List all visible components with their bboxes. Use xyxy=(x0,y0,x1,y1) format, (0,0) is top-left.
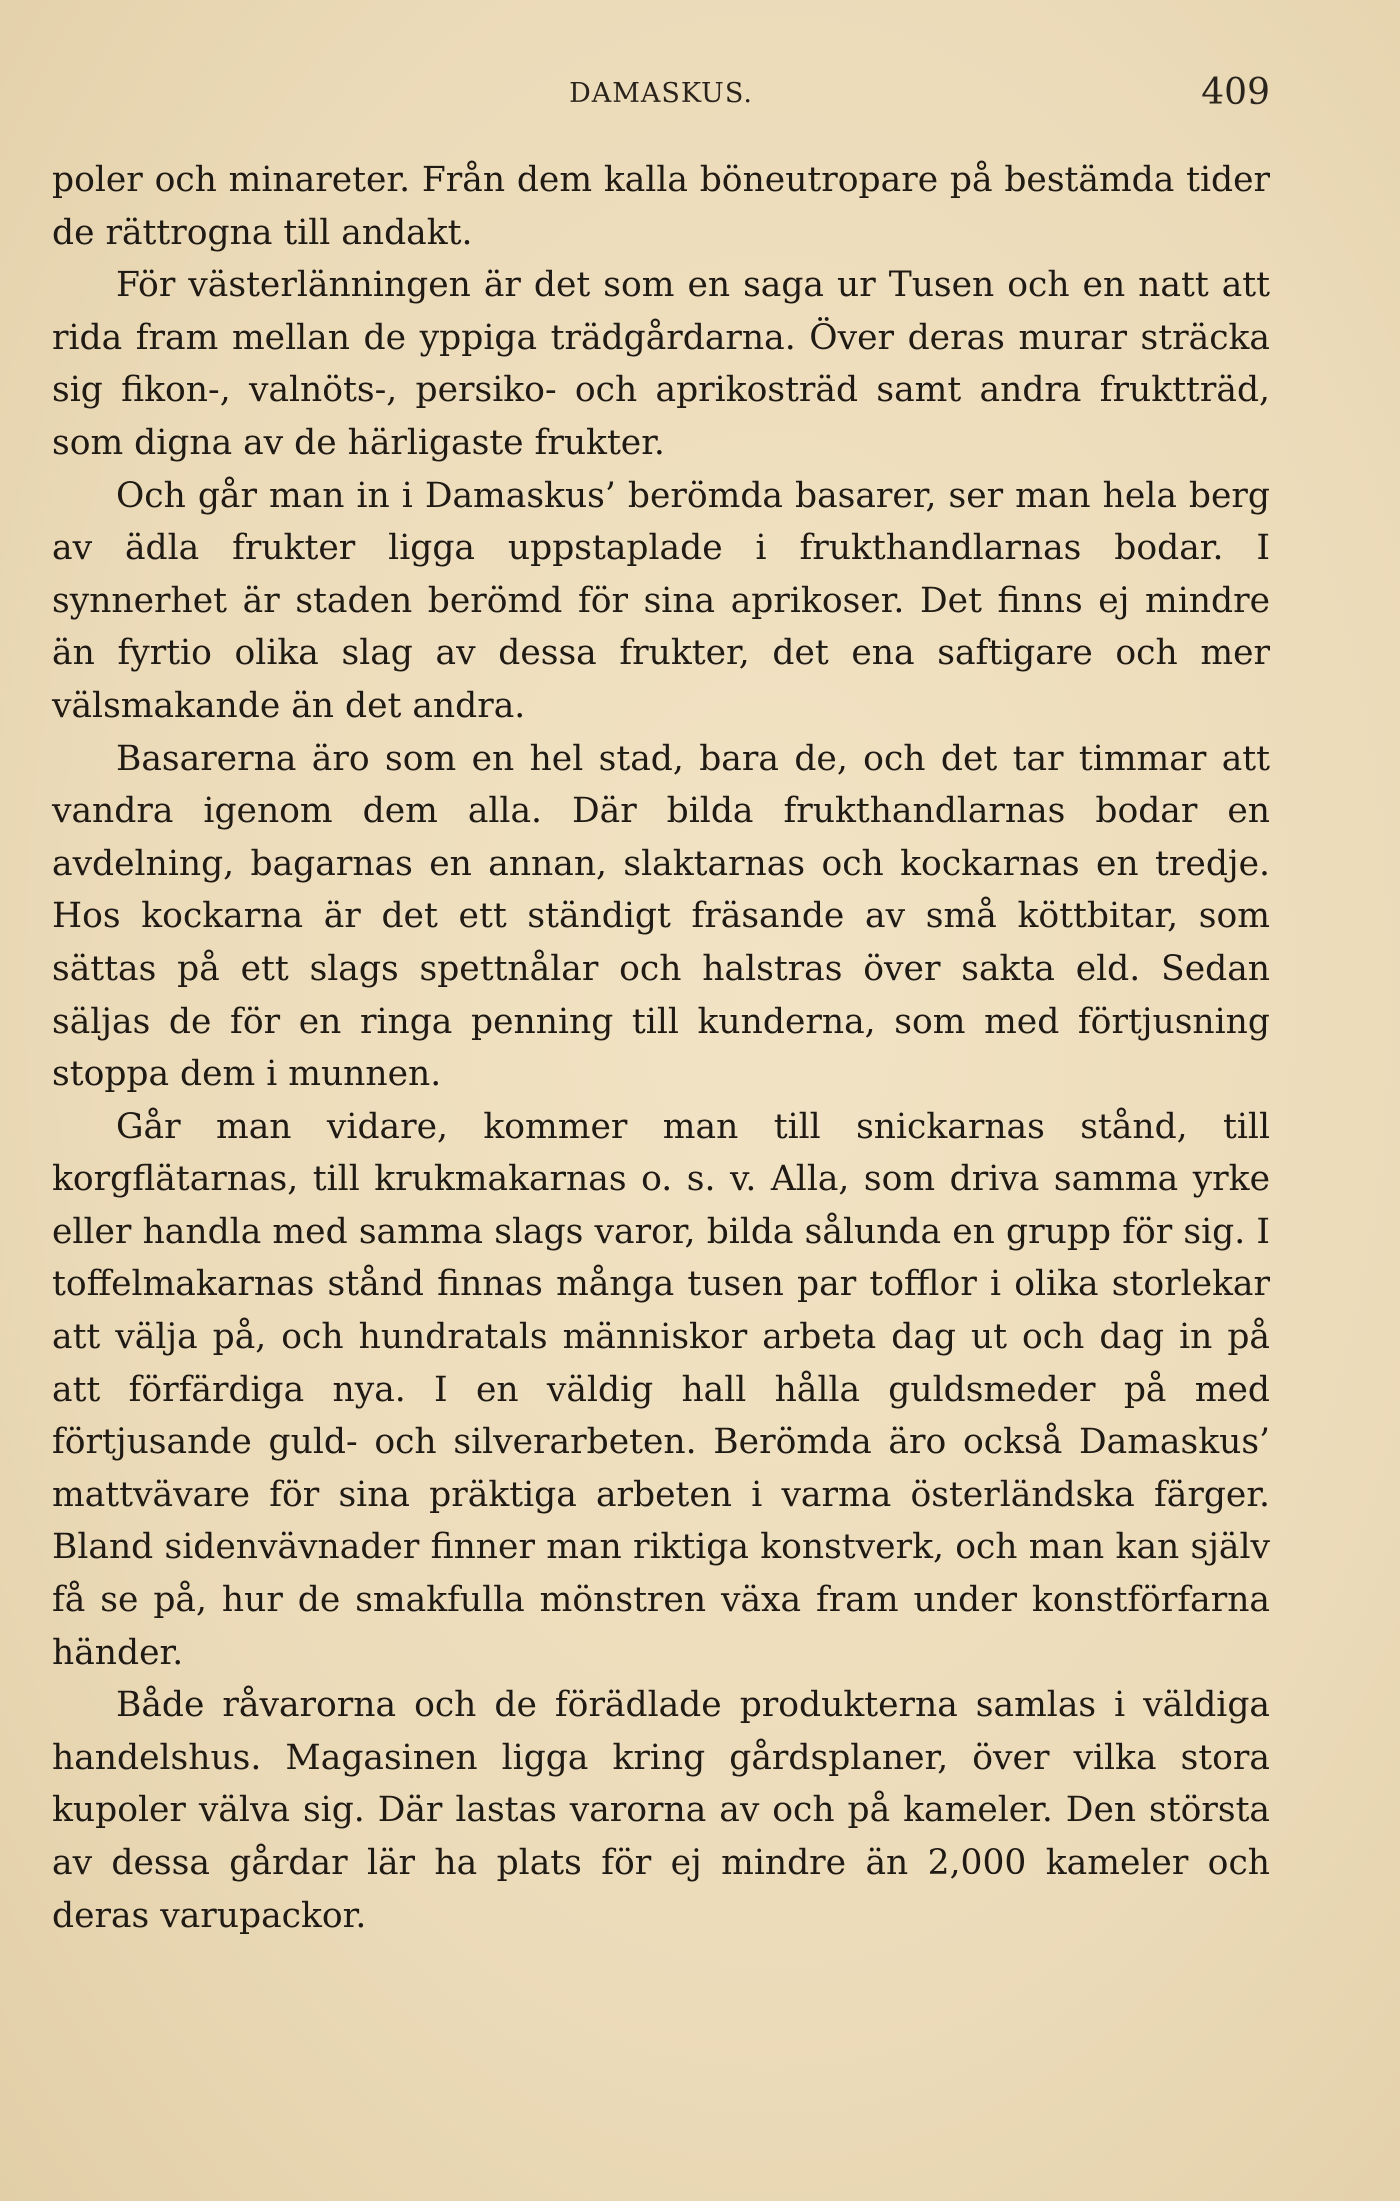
paragraph: Och går man in i Damaskus’ berömda basarer, ser man hela berg av ädla frukter ligga uppstaplade i frukthandlarnas bodar. I synnerhet är staden berömd för sina aprikoser. Det finns ej mindre än fyrtio olika slag av dessa frukter, det ena saftigare och mer välsmakande än det andra. xyxy=(52,475,1270,726)
page-header xyxy=(52,72,1270,128)
paragraph: Basarerna äro som en hel stad, bara de, och det tar timmar att vandra igenom dem alla. Där bilda frukthandlarnas bodar en avdelning, bagarnas en annan, slaktarnas och kockarnas en tredje. Hos kockarna är det ett ständigt fräsande av små köttbitar, som sättas på ett slags spettnålar och halstras över sakta eld. Sedan säljas de för en ringa penning till kunderna, som med förtjusning stoppa dem i munnen. xyxy=(52,738,1270,1095)
page-number: 409 xyxy=(1201,72,1270,113)
paragraph: Går man vidare, kommer man till snickarnas stånd, till korgflätarnas, till krukmakarnas o. s. v. Alla, som driva samma yrke eller handla med samma slags varor, bilda sålunda en grupp för sig. I toffelmakarnas stånd finnas många tusen par tofflor i olika storlekar att välja på, och hundratals människor arbeta dag ut och dag in på att förfärdiga nya. I en väldig hall hålla guldsmeder på med förtjusande guld- och silverarbeten. Berömda äro också Damaskus’ mattvävare för sina präktiga arbeten i varma österländska färger. Bland sidenvävnader finner man riktiga konstverk, och man kan själv få se på, hur de smakfulla mönstren växa fram under konstförfarna händer. xyxy=(52,1106,1270,1673)
body-text xyxy=(52,154,1270,1942)
paragraph: Både råvarorna och de förädlade produkterna samlas i väldiga handelshus. Magasinen ligga kring gårdsplaner, över vilka stora kupoler välva sig. Där lastas varorna av och på kameler. Den största av dessa gårdar lär ha plats för ej mindre än 2,000 kameler och deras varupackor. xyxy=(52,1685,1270,1936)
paragraph: poler och minareter. Från dem kalla böneutropare på bestämda tider de rättrogna till andakt. xyxy=(52,160,1270,253)
running-head: DAMASKUS. xyxy=(569,78,753,109)
paragraph: För västerlänningen är det som en saga ur Tusen och en natt att rida fram mellan de yppiga trädgårdarna. Över deras murar sträcka sig fikon-, valnöts-, persiko- och aprikosträd samt andra fruktträd, som digna av de härligaste frukter. xyxy=(52,265,1270,463)
